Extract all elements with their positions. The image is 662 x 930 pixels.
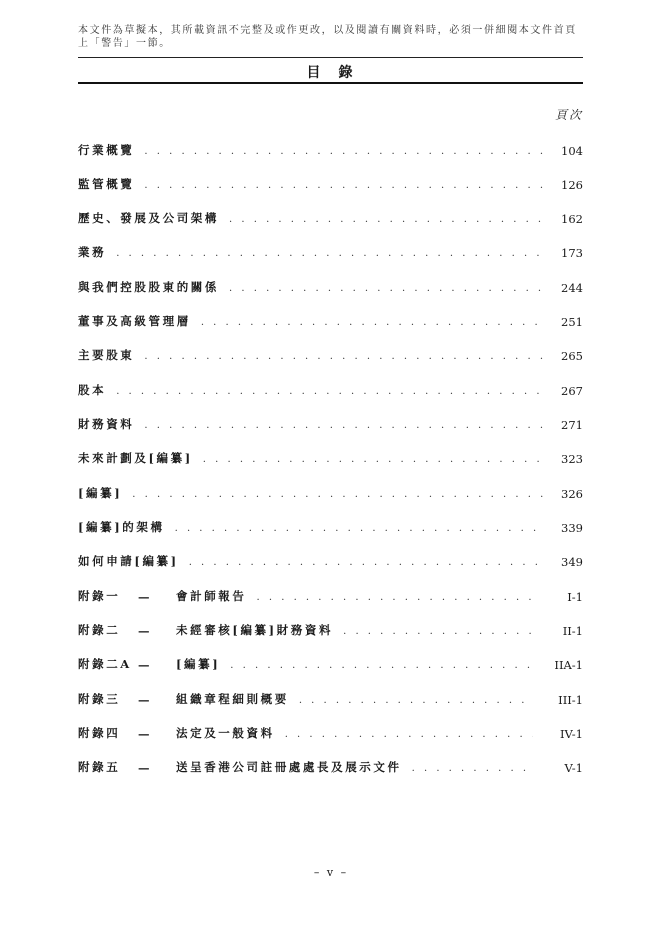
toc-entry-page: 251 [561,315,583,329]
toc-entry-how-to-apply[interactable] [78,551,583,569]
toc-appendix-1[interactable] [78,586,583,604]
appendix-label: 附錄四 [78,726,121,740]
dot-leader [230,660,533,672]
dot-leader [203,454,543,466]
dot-leader [229,214,543,226]
dot-leader [229,283,543,295]
toc-entry-page: 349 [561,555,583,569]
toc-entry-business[interactable] [78,242,583,260]
appendix-label: 附錄一 [78,589,121,603]
toc-entry-substantial-shareholders[interactable] [78,345,583,363]
dot-leader [285,729,533,741]
appendix-title: 組織章程細則概要 [176,692,289,706]
appendix-dash: — [138,727,150,741]
dot-leader [201,317,543,329]
toc-entry-page: 265 [561,349,583,363]
dot-leader [257,592,534,604]
appendix-page: III-1 [558,693,583,707]
toc-entry-title: 主要股東 [78,348,135,362]
toc-appendix-2a[interactable] [78,654,583,672]
toc-entry-title: 業務 [78,245,107,259]
dot-leader [116,248,543,260]
toc-entry-page: 326 [561,487,583,501]
toc-entry-structure[interactable] [78,517,583,535]
page-number: – v – [313,866,349,879]
appendix-dash: — [138,693,150,707]
top-rule [78,57,583,58]
toc-entry-page: 267 [561,384,583,398]
toc-appendix-2[interactable] [78,620,583,638]
appendix-page: I-1 [567,590,583,604]
page-title: 目 錄 [306,65,355,81]
appendix-title: 送呈香港公司註冊處處長及展示文件 [176,760,402,774]
toc-entry-page: 271 [561,418,583,432]
toc-entry-redacted[interactable] [78,483,583,501]
toc-entry-page: 323 [561,452,583,466]
dot-leader [144,351,543,363]
dot-leader [132,489,543,501]
toc-entry-directors[interactable] [78,311,583,329]
toc-entry-title: 歷史、發展及公司架構 [78,211,219,225]
toc-entry-page: 339 [561,521,583,535]
toc-entry-page: 162 [561,212,583,226]
toc-entry-title: 行業概覽 [78,143,135,157]
title-rule [78,82,583,84]
toc-entry-page: 173 [561,246,583,260]
appendix-title: 會計師報告 [176,589,247,603]
appendix-page: V-1 [564,761,583,775]
toc-entry-title: 監管概覽 [78,177,135,191]
appendix-dash: — [138,658,150,672]
appendix-page: IIA-1 [554,658,583,672]
toc-entry-regulatory-overview[interactable] [78,174,583,192]
toc-entry-future-plans[interactable] [78,448,583,466]
appendix-dash: — [138,761,150,775]
appendix-label: 附錄二 [78,623,121,637]
dot-leader [299,695,533,707]
dot-leader [116,386,543,398]
draft-notice: 本文件為草擬本，其所載資訊不完整及或作更改，以及閱讀有關資料時，必須一併細閱本文件首頁上「警告」一節。 [78,25,577,49]
dot-leader [412,763,533,775]
toc-entry-title: 股本 [78,383,107,397]
toc-entry-page: 104 [561,144,583,158]
toc-entry-title: 未來計劃及[編纂] [78,451,193,465]
dot-leader [144,146,543,158]
toc-entry-history[interactable] [78,208,583,226]
dot-leader [144,180,543,192]
appendix-dash: — [138,590,150,604]
appendix-label: 附錄五 [78,760,121,774]
dot-leader [175,523,543,535]
dot-leader [189,557,543,569]
toc-entry-title: 董事及高級管理層 [78,314,191,328]
toc-entry-title: 如何申請[編纂] [78,554,179,568]
dot-leader [144,420,543,432]
appendix-title: 未經審核[編纂]財務資料 [176,623,334,637]
toc-appendix-3[interactable] [78,689,583,707]
toc-appendix-5[interactable] [78,757,583,775]
toc-entry-page: 126 [561,178,583,192]
toc-entry-industry-overview[interactable] [78,140,583,158]
appendix-page: IV-1 [560,727,583,741]
appendix-title: 法定及一般資料 [176,726,275,740]
appendix-title: [編纂] [176,657,221,671]
appendix-label: 附錄三 [78,692,121,706]
toc-entry-title: 與我們控股股東的關係 [78,280,219,294]
toc-entry-share-capital[interactable] [78,380,583,398]
toc-appendix-4[interactable] [78,723,583,741]
appendix-dash: — [138,624,150,638]
toc-entry-title: 財務資料 [78,417,135,431]
dot-leader [343,626,533,638]
appendix-page: II-1 [562,624,583,638]
toc-entry-controlling-shareholders[interactable] [78,277,583,295]
toc-entry-title: [編纂] [78,486,123,500]
toc-entry-title: [編纂]的架構 [78,520,165,534]
page-column-label: 頁次 [554,108,583,122]
toc-entry-financial-info[interactable] [78,414,583,432]
appendix-label: 附錄二A [78,657,132,671]
toc-entry-page: 244 [561,281,583,295]
